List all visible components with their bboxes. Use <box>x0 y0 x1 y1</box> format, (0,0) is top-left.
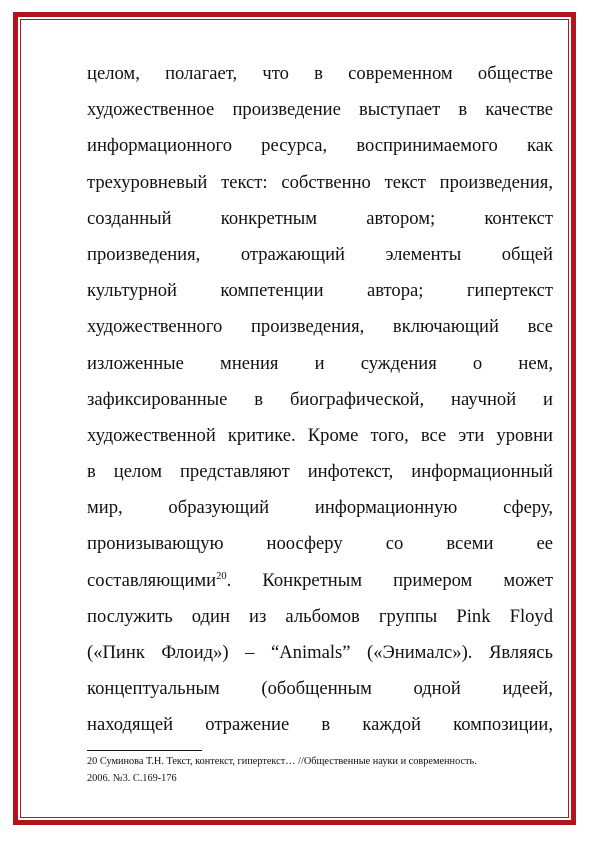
text-line: зафиксированные в биографической, научной и <box>87 388 553 410</box>
footnote <box>87 753 557 787</box>
text-line: информационного ресурса, воспринимаемого как <box>87 135 553 157</box>
text-line: в целом представляют инфотекст, информационный <box>87 461 553 483</box>
body-paragraph <box>87 56 553 744</box>
text-line: изложенные мнения и суждения о нем, <box>87 352 553 374</box>
text-line: культурной компетенции автора; гипертекст <box>87 280 553 302</box>
footnote-reference[interactable]: 20 <box>216 570 227 582</box>
text-line: трехуровневый текст: собственно текст произведения, <box>87 171 553 193</box>
text-line: находящей отражение в каждой композиции, <box>87 714 553 736</box>
text-line: послужить один из альбомов группы Pink Floyd <box>87 605 553 627</box>
text-line: художественное произведение выступает в качестве <box>87 99 553 121</box>
footnote-separator <box>87 750 202 751</box>
text-line: произведения, отражающий элементы общей <box>87 243 553 265</box>
footnote-line: 20 Суминова Т.Н. Текст, контекст, гипертекст… //Общественные науки и современность. <box>87 756 477 767</box>
text-line: пронизывающую ноосферу со всеми ее <box>87 533 553 555</box>
text-fragment: составляющими <box>87 569 217 591</box>
text-line: художественной критике. Кроме того, все эти уровни <box>87 424 553 446</box>
footnote-line: 2006. №3. С.169-176 <box>87 773 177 784</box>
text-line: художественного произведения, включающий все <box>87 316 553 338</box>
text-fragment: . Конкретным примером может <box>226 569 553 591</box>
text-line: («Пинк Флоид») – “Animals” («Энималс»). Являясь <box>87 642 553 663</box>
text-line: созданный конкретным автором; контекст <box>87 207 553 229</box>
text-line: мир, образующий информационную сферу, <box>87 497 553 519</box>
text-line: концептуальным (обобщенным одной идеей, <box>87 678 553 700</box>
text-line-with-footnote-ref <box>87 563 553 599</box>
text-line: целом, полагает, что в современном обществе <box>87 63 553 84</box>
